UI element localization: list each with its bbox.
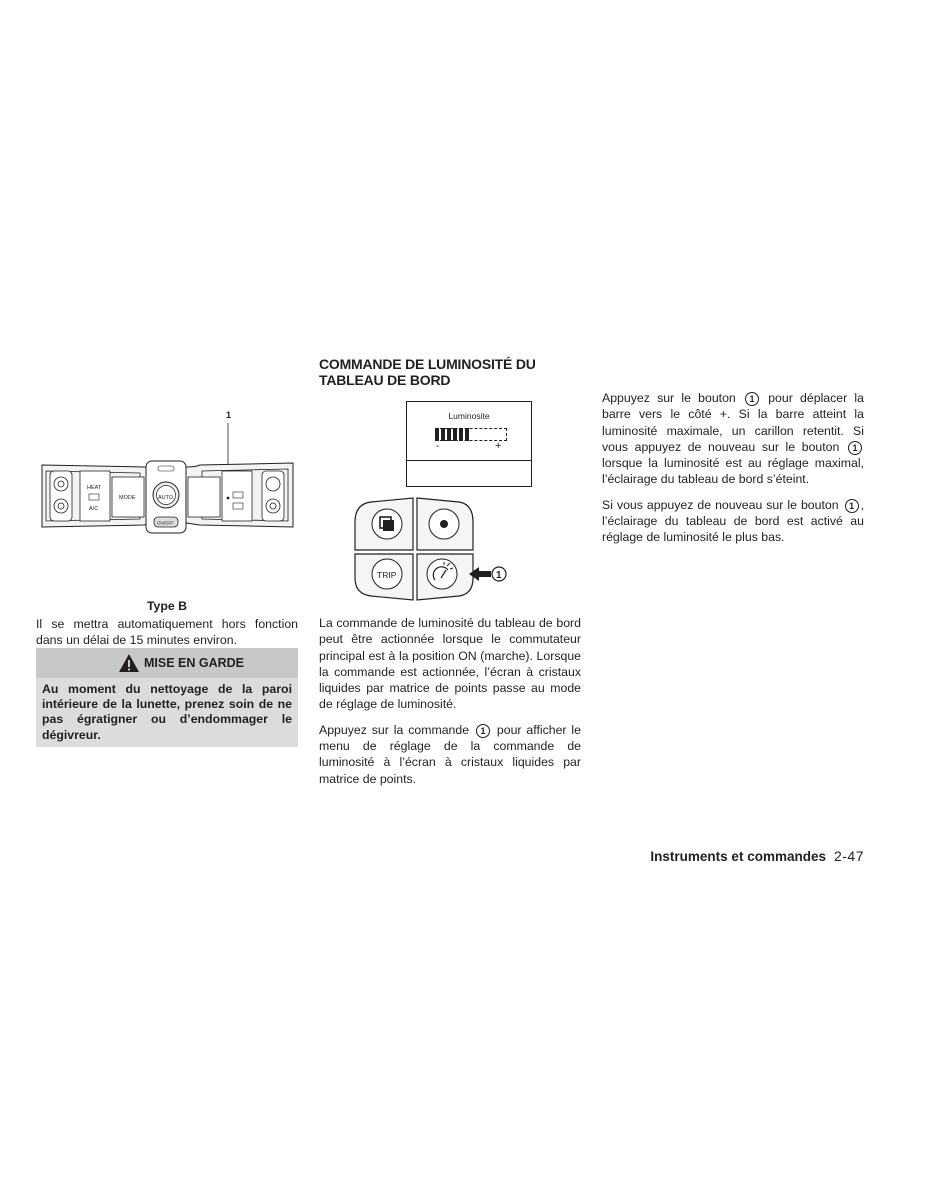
section-heading-line1: COMMANDE DE LUMINOSITÉ DU xyxy=(319,356,536,372)
right-paragraph-1 xyxy=(602,390,864,488)
warning-text: Au moment du nettoyage de la paroi intérieure de la lunette, prenez soin de ne pas égratigner ou d’endommager le dégivreur. xyxy=(36,678,298,747)
page-number: 2-47 xyxy=(833,848,864,864)
warning-box xyxy=(36,648,298,747)
warning-header xyxy=(36,648,298,678)
ac-label: A/C xyxy=(89,506,99,512)
warning-title: MISE EN GARDE xyxy=(144,656,245,670)
right-p1-b: pour déplacer la barre vers le côté +. Si la barre atteint la luminosité maximale, un carillon retentit. Si vous appuyez de nouveau sur le bouton xyxy=(602,391,865,454)
right-text xyxy=(602,390,864,555)
display-minus: - xyxy=(436,441,440,452)
brightness-segment xyxy=(441,428,445,441)
climate-panel-figure xyxy=(36,405,298,595)
onoff-label: ON/OFF xyxy=(157,520,174,526)
button-1-reference-icon: 1 xyxy=(845,499,859,513)
figure-caption: Type B xyxy=(146,599,188,613)
brightness-segment xyxy=(453,428,457,441)
middle-paragraph-1: La commande de luminosité du tableau de bord peut être actionnée lorsque le commutateur principal est à la position ON (marche). Lorsque la commande est actionnée, l’écran à cristaux liquides par matrice de points passe au mode de réglage de luminosité. xyxy=(319,616,581,712)
climate-panel-drawing xyxy=(36,405,298,595)
display-plus: + xyxy=(495,440,502,452)
auto-off-paragraph: Il se mettra automatiquement hors fonction dans un délai de 15 minutes environ. xyxy=(36,617,298,648)
button-1-reference-icon: 1 xyxy=(476,724,490,738)
middle-paragraph-2 xyxy=(319,722,581,787)
section-heading-line2: TABLEAU DE BORD xyxy=(319,372,451,388)
warning-triangle-icon xyxy=(118,653,140,673)
brightness-segment xyxy=(459,428,463,441)
right-p2-b: , l’éclairage du tableau de bord est activé au réglage de luminosité le plus bas. xyxy=(602,497,864,545)
middle-text xyxy=(319,615,581,796)
brightness-segment xyxy=(447,428,451,441)
right-p1-a: Appuyez sur le bouton xyxy=(602,391,736,405)
middle-p2-before: Appuyez sur la commande xyxy=(319,722,470,737)
figure-callout-label: 1 xyxy=(226,410,232,420)
section-heading xyxy=(319,356,581,388)
cluster-callout: 1 xyxy=(496,570,502,581)
brightness-segment xyxy=(465,428,469,441)
brightness-segment xyxy=(435,428,439,441)
mode-label: MODE xyxy=(119,495,136,501)
page-footer xyxy=(602,848,864,864)
footer-section: Instruments et commandes xyxy=(650,849,826,864)
button-cluster-drawing xyxy=(351,496,511,604)
auto-label: AUTO xyxy=(158,495,174,501)
display-title: Luminosite xyxy=(448,411,490,421)
right-p2-a: Si vous appuyez de nouveau sur le bouton xyxy=(602,497,839,512)
button-1-reference-icon: 1 xyxy=(745,392,759,406)
trip-label: TRIP xyxy=(377,570,397,580)
brightness-display xyxy=(406,401,532,487)
right-p1-c: lorsque la luminosité est au réglage maximal, l’éclairage du tableau de bord s’éteint. xyxy=(602,456,864,487)
middle-p2-after: pour afficher le menu de réglage de la commande de luminosité à l’écran à cristaux liquides par matrice de points. xyxy=(319,722,582,786)
button-1-reference-icon: 1 xyxy=(848,441,862,455)
button-cluster xyxy=(351,496,511,604)
heat-label: HEAT xyxy=(87,485,102,491)
right-paragraph-2 xyxy=(602,497,864,546)
